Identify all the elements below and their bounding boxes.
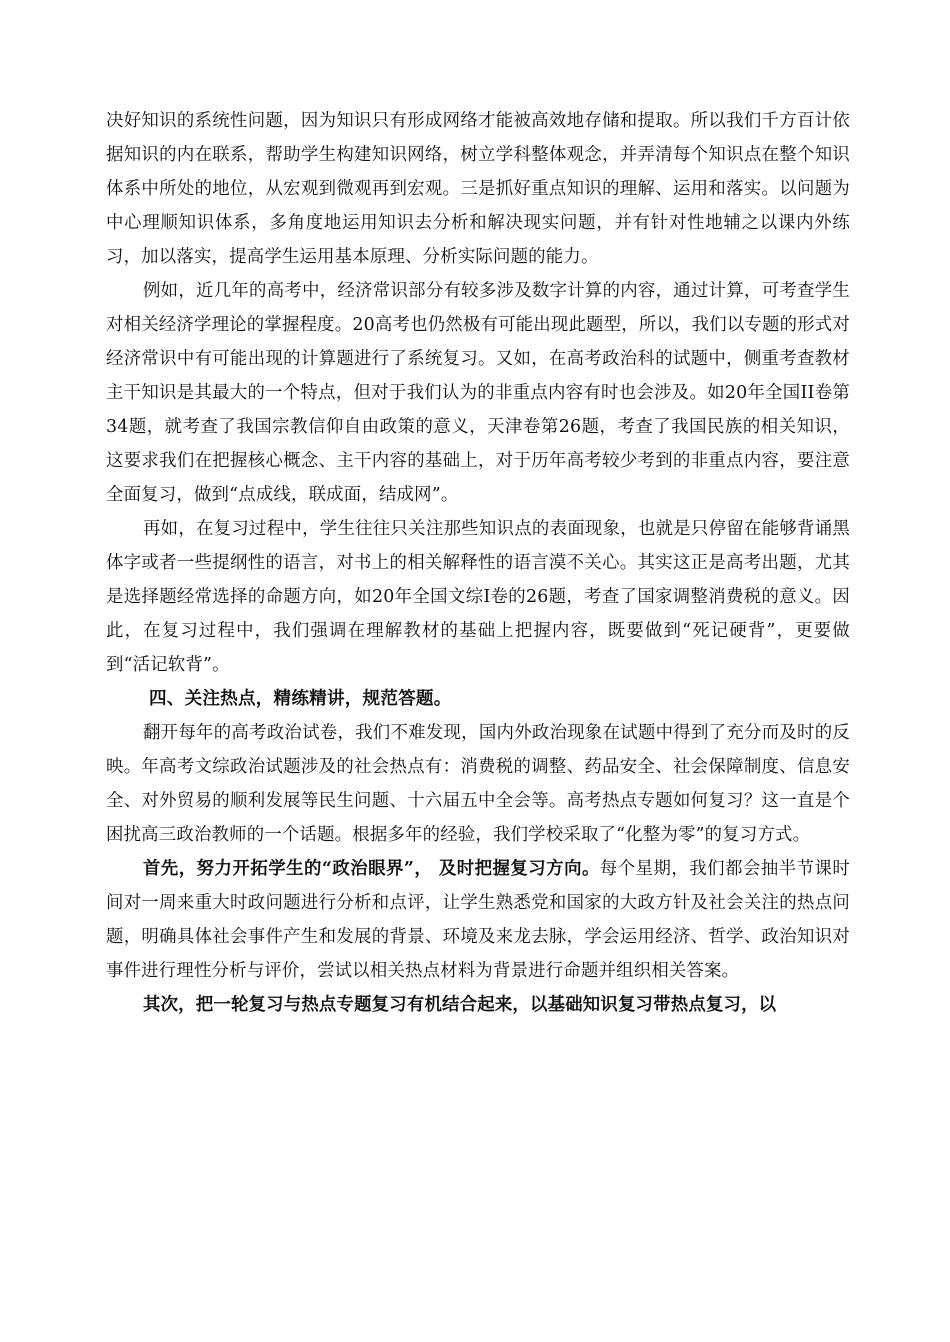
paragraph-example-textbook: 再如，在复习过程中，学生往往只关注那些知识点的表面现象，也就是只停留在能够背诵黑体字或者一些提纲性的语言，对书上的相关解释性的语言漠不关心。其实这正是高考出题，尤其是选择题经常选择的命题方向，如20年全国文综Ⅰ卷的26题，考查了国家调整消费税的意义。因此，在复习过程中，我们强调在理解教材的基础上把握内容，既要做到“死记硬背”，更要做到“活记软背”。 [106,519,850,675]
paragraph-second-step-lead: 其次，把一轮复习与热点专题复习有机结合起来，以基础知识复习带热点复习，以 [143,995,777,1015]
document-body [106,104,850,1022]
paragraph-continuation: 决好知识的系统性问题，因为知识只有形成网络才能被高效地存储和提取。所以我们千方百计依据知识的内在联系，帮助学生构建知识网络，树立学科整体观念，并弄清每个知识点在整个知识体系中所处的地位，从宏观到微观再到宏观。三是抓好重点知识的理解、运用和落实。以问题为中心理顺知识体系，多角度地运用知识去分析和解决现实问题，并有针对性地辅之以课内外练习，加以落实，提高学生运用基本原理、分析实际问题的能力。 [106,111,850,267]
paragraph-first-step-body: 每个星期，我们都会抽半节课时间对一周来重大时政问题进行分析和点评，让学生熟悉党和国家的大政方针及社会关注的热点问题，明确具体社会事件产生和发展的背景、环境及来龙去脉，学会运用经济、哲学、政治知识对事件进行理性分析与评价，尝试以相关热点材料为背景进行命题并组织相关答案。 [106,859,850,981]
paragraph-second-step [106,988,850,1022]
paragraph-first-step-lead: 首先，努力开拓学生的“政治眼界”， 及时把握复习方向。 [143,859,600,879]
paragraph-example-economics: 例如，近几年的高考中，经济常识部分有较多涉及数字计算的内容，通过计算，可考查学生对相关经济学理论的掌握程度。20高考也仍然极有可能出现此题型，所以，我们以专题的形式对经济常识中有可能出现的计算题进行了系统复习。又如，在高考政治科的试题中，侧重考查教材主干知识是其最大的一个特点，但对于我们认为的非重点内容有时也会涉及。如20年全国II卷第34题，就考查了我国宗教信仰自由政策的意义，天津卷第26题，考查了我国民族的相关知识，这要求我们在把握核心概念、主干内容的基础上，对于历年高考较少考到的非重点内容，要注意全面复习，做到“点成线，联成面，结成网”。 [106,281,850,505]
paragraph-hot-topics: 翻开每年的高考政治试卷，我们不难发现，国内外政治现象在试题中得到了充分而及时的反映。年高考文综政治试题涉及的社会热点有：消费税的调整、药品安全、社会保障制度、信息安全、对外贸易的顺利发展等民生问题、十六届五中全会等。高考热点专题如何复习？这一直是个困扰高三政治教师的一个话题。根据多年的经验，我们学校采取了“化整为零”的复习方式。 [106,723,850,845]
section-heading: 四、关注热点，精练精讲，规范答题。 [149,688,452,709]
paragraph-first-step [106,852,850,988]
